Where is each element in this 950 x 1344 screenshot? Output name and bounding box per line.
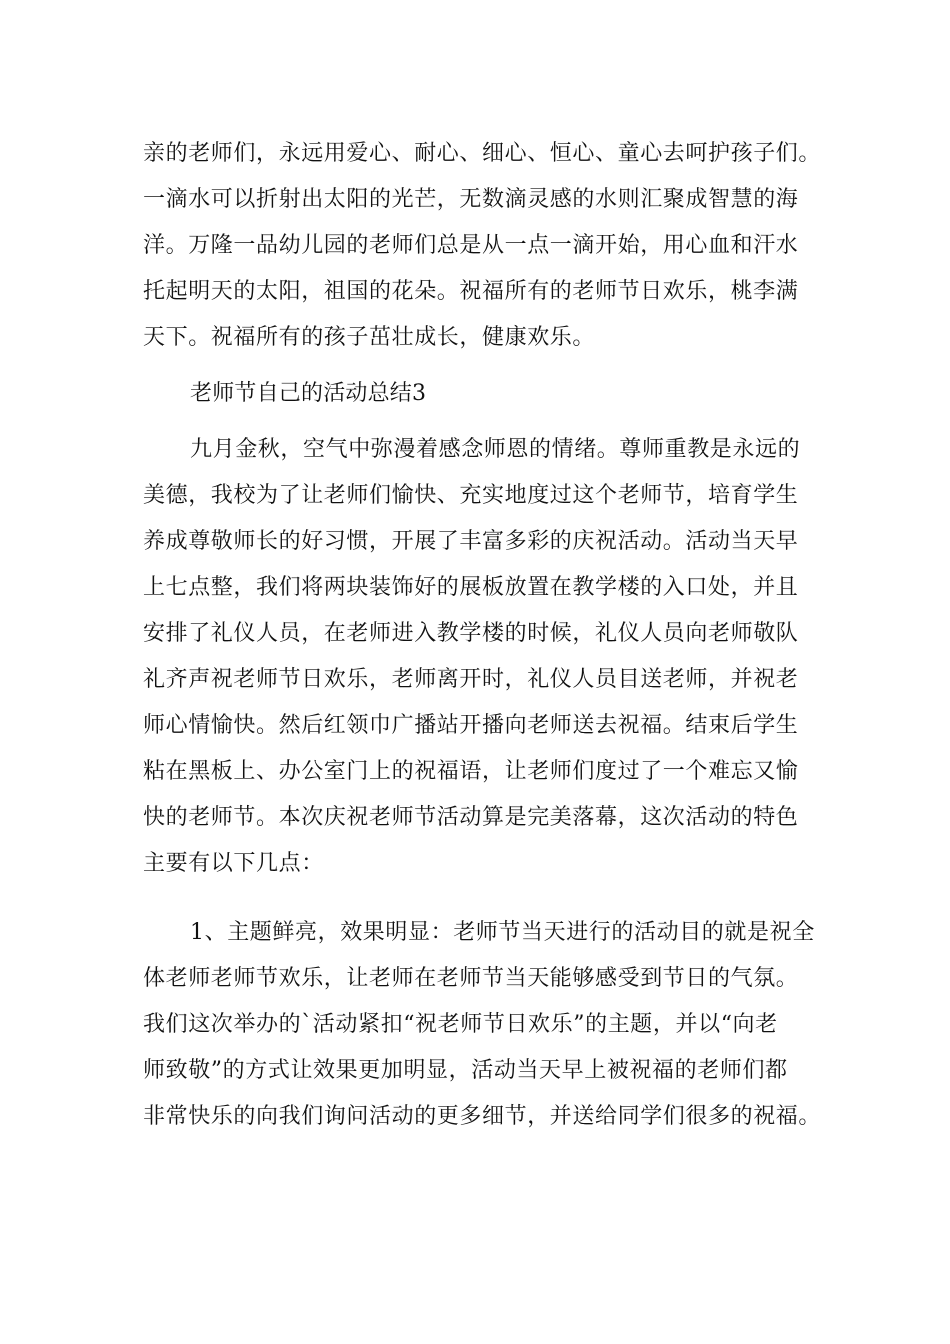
paragraph-2-line-2: 美德，我校为了让老师们愉快、充实地度过这个老师节，培育学生 [143,483,799,508]
section-heading: 老师节自己的活动总结3 [190,381,427,406]
paragraph-2-line-3: 养成尊敬师长的好习惯，开展了丰富多彩的庆祝活动。活动当天早 [143,529,799,554]
paragraph-3-line-5: 非常快乐的向我们询问活动的更多细节，并送给同学们很多的祝福。 [143,1104,822,1129]
paragraph-2-line-1: 九月金秋，空气中弥漫着感念师恩的情绪。尊师重教是永远的 [190,437,801,462]
paragraph-2-line-8: 粘在黑板上、办公室门上的祝福语，让老师们度过了一个难忘又愉 [143,759,799,784]
paragraph-3-line-2: 体老师老师节欢乐，让老师在老师节当天能够感受到节日的气氛。 [143,966,799,991]
paragraph-3-line-4: 师致敬”的方式让效果更加明显，活动当天早上被祝福的老师们都 [143,1058,788,1083]
paragraph-2-line-5: 安排了礼仪人员，在老师进入教学楼的时候，礼仪人员向老师敬队 [143,621,799,646]
paragraph-2-line-7: 师心情愉快。然后红领巾广播站开播向老师送去祝福。结束后学生 [143,713,799,738]
paragraph-2-line-4: 上七点整，我们将两块装饰好的展板放置在教学楼的入口处，并且 [143,575,799,600]
paragraph-1-line-1: 亲的老师们，永远用爱心、耐心、细心、恒心、童心去呵护孩子们。 [143,141,822,166]
paragraph-1-line-5: 天下。祝福所有的孩子茁壮成长，健康欢乐。 [143,325,596,350]
paragraph-1-line-4: 托起明天的太阳，祖国的花朵。祝福所有的老师节日欢乐，桃李满 [143,279,799,304]
paragraph-3-line-1: 1、主题鲜亮，效果明显：老师节当天进行的活动目的就是祝全 [190,920,815,945]
paragraph-3-line-3: 我们这次举办的`活动紧扣“祝老师节日欢乐”的主题，并以“向老 [143,1012,778,1037]
paragraph-2-line-6: 礼齐声祝老师节日欢乐，老师离开时，礼仪人员目送老师，并祝老 [143,667,799,692]
paragraph-1-line-3: 洋。万隆一品幼儿园的老师们总是从一点一滴开始，用心血和汗水 [143,233,799,258]
paragraph-2-line-10: 主要有以下几点： [143,851,324,876]
paragraph-1-line-2: 一滴水可以折射出太阳的光芒，无数滴灵感的水则汇聚成智慧的海 [143,187,799,212]
paragraph-2-line-9: 快的老师节。本次庆祝老师节活动算是完美落幕，这次活动的特色 [143,805,799,830]
